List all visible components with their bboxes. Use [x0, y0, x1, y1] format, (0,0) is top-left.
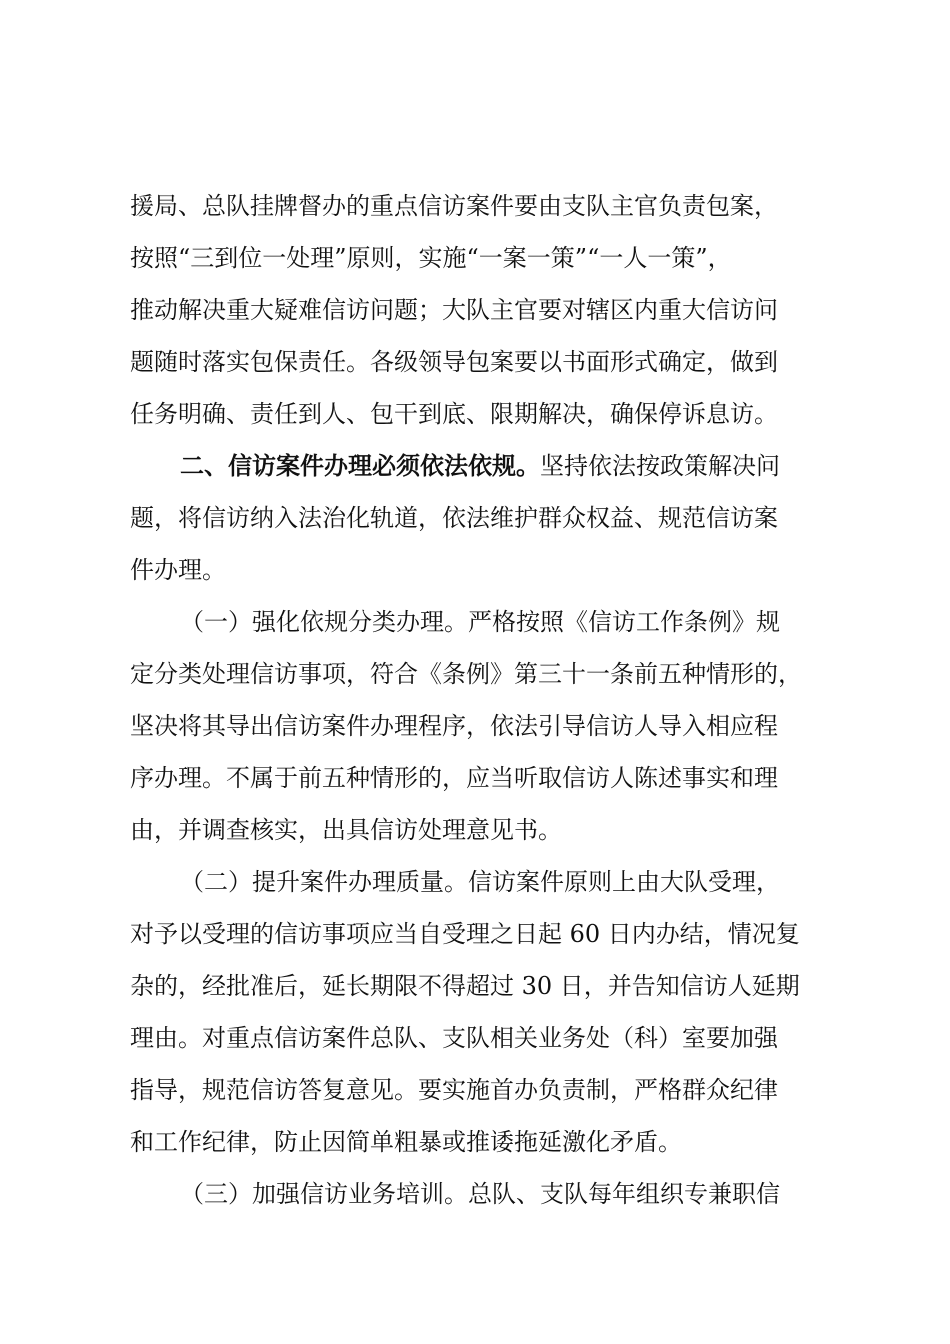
paragraph-3-line-2: 定分类处理信访事项，符合《条例》第三十一条前五种情形的， [130, 660, 802, 688]
paragraph-3-line-5: 由，并调查核实，出具信访处理意见书。 [130, 816, 562, 844]
section-2-heading: 二、信访案件办理必须依法依规。 [180, 451, 540, 480]
paragraph-3-line-1: （一）强化依规分类办理。严格按照《信访工作条例》规 [180, 608, 780, 636]
paragraph-1-line-1: 援局、总队挂牌督办的重点信访案件要由支队主官负责包案， [130, 192, 778, 220]
paragraph-4-line-2: 对予以受理的信访事项应当自受理之日起 60 日内办结，情况复 [130, 920, 800, 948]
paragraph-3-line-4: 序办理。不属于前五种情形的，应当听取信访人陈述事实和理 [130, 764, 778, 792]
paragraph-1-line-5: 任务明确、责任到人、包干到底、限期解决，确保停诉息访。 [130, 400, 778, 428]
paragraph-3-line-3: 坚决将其导出信访案件办理程序，依法引导信访人导入相应程 [130, 712, 778, 740]
paragraph-4-line-3: 杂的，经批准后，延长期限不得超过 30 日，并告知信访人延期 [130, 972, 800, 1000]
section-2-heading-rest: 坚持依法按政策解决问 [540, 452, 780, 480]
paragraph-4-line-4: 理由。对重点信访案件总队、支队相关业务处（科）室要加强 [130, 1024, 778, 1052]
paragraph-1-line-4: 题随时落实包保责任。各级领导包案要以书面形式确定，做到 [130, 348, 778, 376]
paragraph-4-line-5: 指导，规范信访答复意见。要实施首办负责制，严格群众纪律 [130, 1076, 778, 1104]
paragraph-4-line-1: （二）提升案件办理质量。信访案件原则上由大队受理， [180, 868, 780, 896]
paragraph-2-line-3: 件办理。 [130, 556, 226, 584]
paragraph-1-line-3: 推动解决重大疑难信访问题；大队主官要对辖区内重大信访问 [130, 296, 778, 324]
paragraph-4-line-6: 和工作纪律，防止因简单粗暴或推诿拖延激化矛盾。 [130, 1128, 682, 1156]
paragraph-5-line-1: （三）加强信访业务培训。总队、支队每年组织专兼职信 [180, 1180, 780, 1208]
paragraph-2-line-2: 题，将信访纳入法治化轨道，依法维护群众权益、规范信访案 [130, 504, 778, 532]
section-2-first-line [180, 446, 780, 486]
paragraph-1-line-2: 按照“三到位一处理”原则，实施“一案一策”“一人一策”， [130, 244, 732, 272]
